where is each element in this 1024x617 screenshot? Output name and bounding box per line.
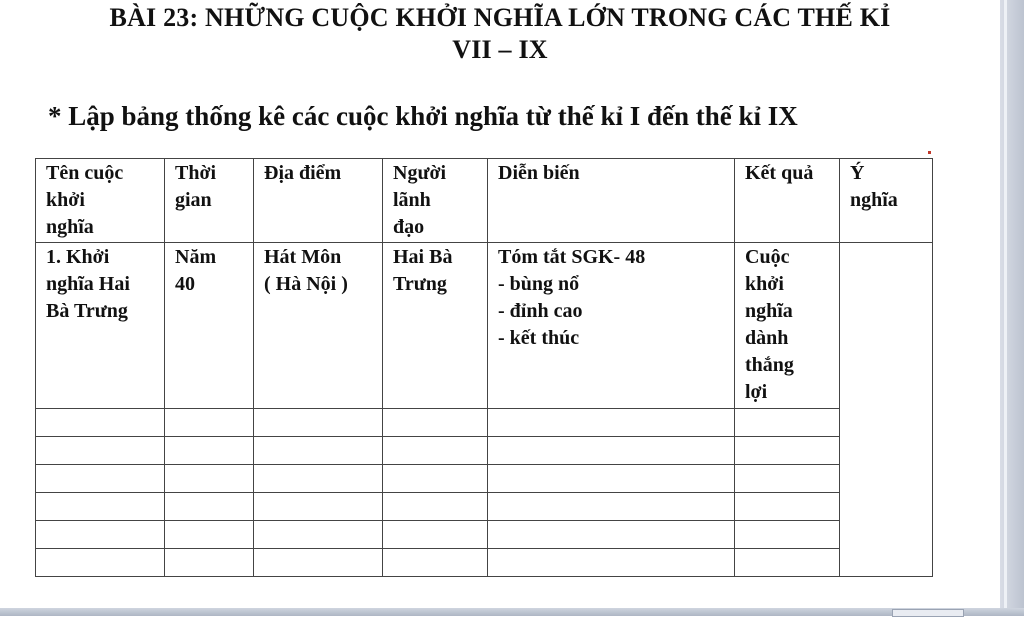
table-cell bbox=[254, 549, 383, 577]
table-cell bbox=[735, 521, 840, 549]
table-cell bbox=[735, 549, 840, 577]
table-cell bbox=[383, 243, 488, 409]
scrollbar-highlight bbox=[1004, 0, 1007, 616]
header-cell bbox=[488, 159, 735, 243]
header-result: Kết quả bbox=[745, 162, 814, 184]
table-cell bbox=[383, 493, 488, 521]
horizontal-scrollbar[interactable] bbox=[0, 608, 1024, 616]
header-meaning: Ý nghĩa bbox=[850, 162, 898, 211]
table-cell bbox=[383, 521, 488, 549]
row1-time: Năm 40 bbox=[175, 246, 217, 295]
header-location: Địa điểm bbox=[264, 162, 342, 184]
row1-location: Hát Môn ( Hà Nội ) bbox=[264, 246, 348, 295]
header-cell bbox=[840, 159, 933, 243]
header-cell bbox=[254, 159, 383, 243]
table-cell bbox=[488, 437, 735, 465]
header-time: Thời gian bbox=[175, 162, 217, 211]
table-cell bbox=[254, 243, 383, 409]
table-cell bbox=[735, 465, 840, 493]
table-cell bbox=[165, 465, 254, 493]
table-row bbox=[36, 493, 933, 521]
table-cell bbox=[488, 243, 735, 409]
table-cell bbox=[735, 493, 840, 521]
table-row bbox=[36, 409, 933, 437]
table-header-row bbox=[36, 159, 933, 243]
table-cell bbox=[735, 409, 840, 437]
table-cell bbox=[735, 437, 840, 465]
table-row bbox=[36, 549, 933, 577]
table-cell bbox=[36, 243, 165, 409]
table-cell bbox=[383, 465, 488, 493]
table-cell bbox=[254, 437, 383, 465]
header-cell bbox=[36, 159, 165, 243]
uprisings-table bbox=[35, 158, 933, 577]
table-cell bbox=[488, 521, 735, 549]
table-cell bbox=[36, 409, 165, 437]
table-cell bbox=[254, 409, 383, 437]
table-cell bbox=[36, 437, 165, 465]
table-cell bbox=[488, 409, 735, 437]
red-mark bbox=[928, 151, 931, 154]
lesson-title bbox=[40, 2, 960, 66]
table-cell bbox=[36, 549, 165, 577]
row1-events: Tóm tắt SGK- 48 - bùng nổ - đỉnh cao - kết thúc bbox=[498, 246, 646, 349]
table-cell bbox=[165, 493, 254, 521]
title-line-2: VII – IX bbox=[452, 35, 548, 64]
table-cell bbox=[36, 465, 165, 493]
table-cell bbox=[165, 549, 254, 577]
header-cell bbox=[165, 159, 254, 243]
header-leader: Người lãnh đạo bbox=[393, 162, 447, 238]
table-cell bbox=[383, 409, 488, 437]
table-cell bbox=[254, 465, 383, 493]
table-cell bbox=[254, 521, 383, 549]
header-name: Tên cuộc khởi nghĩa bbox=[46, 162, 124, 238]
table-row bbox=[36, 521, 933, 549]
table-row bbox=[36, 465, 933, 493]
vertical-scrollbar[interactable] bbox=[1000, 0, 1024, 616]
table-cell bbox=[383, 437, 488, 465]
table-cell bbox=[165, 409, 254, 437]
table-cell bbox=[36, 493, 165, 521]
table-row bbox=[36, 243, 933, 409]
table-cell bbox=[488, 549, 735, 577]
table-cell bbox=[165, 437, 254, 465]
table-cell bbox=[165, 243, 254, 409]
table-cell bbox=[488, 465, 735, 493]
header-cell bbox=[735, 159, 840, 243]
table-instruction: * Lập bảng thống kê các cuộc khởi nghĩa từ thế kỉ I đến thế kỉ IX bbox=[48, 101, 798, 131]
table-cell bbox=[840, 243, 933, 577]
header-events: Diễn biến bbox=[498, 162, 580, 184]
header-cell bbox=[383, 159, 488, 243]
title-line-1: BÀI 23: NHỮNG CUỘC KHỞI NGHĨA LỚN TRONG CÁC THẾ KỈ bbox=[109, 3, 891, 32]
table-cell bbox=[383, 549, 488, 577]
table-cell bbox=[254, 493, 383, 521]
table-cell bbox=[165, 521, 254, 549]
row1-leader: Hai Bà Trưng bbox=[393, 246, 453, 295]
table-cell bbox=[488, 493, 735, 521]
table-row bbox=[36, 437, 933, 465]
row1-result: Cuộc khởi nghĩa dành thắng lợi bbox=[745, 246, 794, 403]
table-cell bbox=[735, 243, 840, 409]
table-cell bbox=[36, 521, 165, 549]
row1-name: 1. Khởi nghĩa Hai Bà Trưng bbox=[46, 246, 130, 322]
